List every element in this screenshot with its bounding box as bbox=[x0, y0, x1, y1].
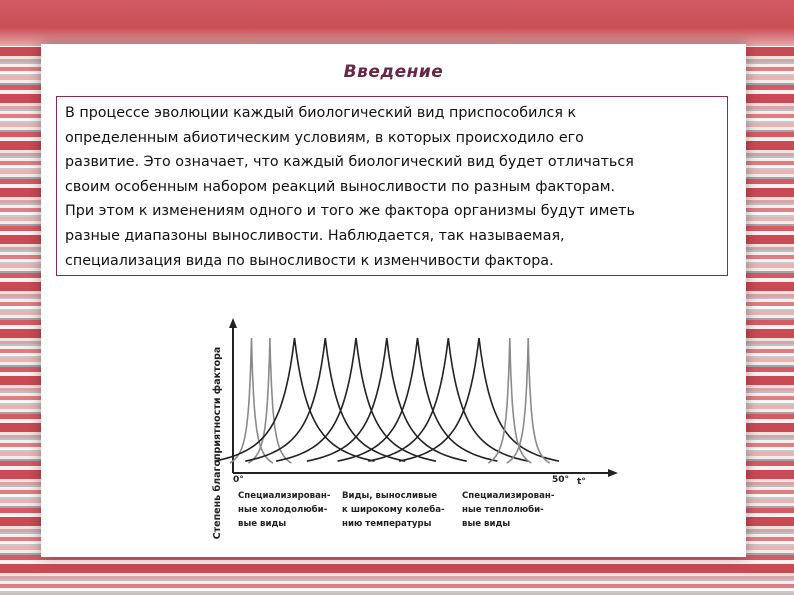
top-band bbox=[0, 0, 794, 46]
x-tick-label: 0° bbox=[233, 475, 244, 485]
paragraph-line: В процессе эволюции каждый биологический вид приспособился к bbox=[65, 105, 577, 121]
paragraph-line: развитие. Это означает, что каждый биологический вид будет отличаться bbox=[65, 154, 634, 171]
tolerance-curve bbox=[230, 338, 273, 463]
group-label-wide: Виды, выносливые к широкому колеба- нию температуры bbox=[342, 491, 445, 529]
y-axis-label: Степень благоприятности фактора bbox=[212, 346, 223, 540]
y-axis-arrow bbox=[229, 318, 237, 328]
tolerance-chart-svg bbox=[132, 298, 662, 544]
paragraph-line: своим особенным набором реакций выносливости по разным факторам. bbox=[65, 178, 616, 195]
tolerance-curve bbox=[488, 338, 531, 463]
slide bbox=[41, 44, 746, 557]
group-label-warm: Специализирован- ные теплолюби- вые виды bbox=[462, 491, 555, 529]
chart-curves bbox=[215, 338, 559, 463]
paragraph-line: специализация вида по выносливости к изменчивости фактора. bbox=[65, 252, 554, 269]
tolerance-chart bbox=[132, 298, 662, 544]
x-tick-label: 50° bbox=[552, 475, 570, 485]
x-axis-label: t° bbox=[577, 477, 586, 487]
paragraph-line: При этом к изменениям одного и того же фактора организмы будут иметь bbox=[65, 203, 635, 220]
x-axis-arrow bbox=[608, 469, 618, 477]
paragraph-line: определенным абиотическим условиям, в которых происходило его bbox=[65, 129, 584, 146]
tolerance-curve bbox=[507, 338, 550, 463]
intro-paragraph bbox=[56, 96, 728, 276]
paragraph-line: разные диапазоны выносливости. Наблюдается, так называемая, bbox=[65, 227, 565, 244]
slide-title: Введение bbox=[343, 62, 444, 82]
group-label-cold: Специализирован- ные холодолюби- вые виды bbox=[238, 491, 331, 529]
